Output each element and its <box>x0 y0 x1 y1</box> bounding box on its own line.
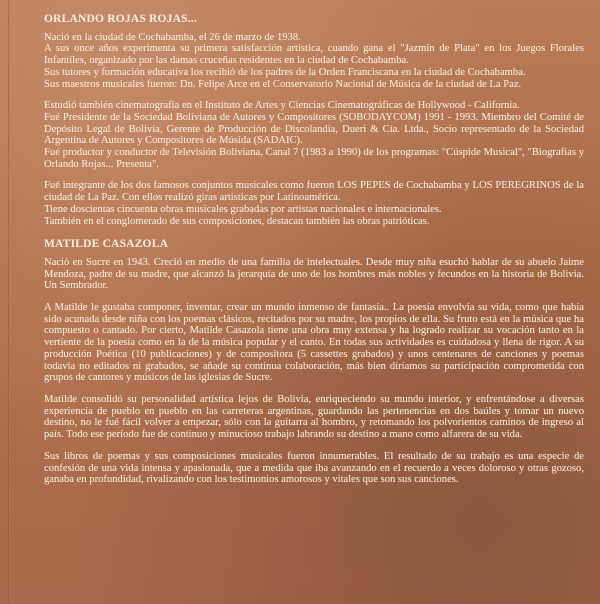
matilde-paragraph-3: Matilde consolidó su personalidad artística lejos de Bolivia, enriqueciendo su mundo interior, y enfrentándose a diversas experiencia de pueblo en pueblo en las carreteras argentinas, guardando las pertenencias en dos baúles y tomar un nuevo destino, no le fué fácil volver a empezar, sólo con la guitarra al hombro, y retomando los polvorientos caminos de ingreso al país. Todo ese período fue de continuo y minucioso trabajo labrando su destino a mano como alfarera de su vida. <box>44 393 584 441</box>
page-fold-edge <box>8 0 10 604</box>
orlando-paragraph-3: Fué integrante de los dos famosos conjuntos musicales como fueron LOS PEPES de Cochabamba y LOS PEREGRINOS de la ciudad de La Paz. Con ellos realizó giras artísticas por Latinoamérica. Tiene doscientas cincuenta obras musicales grabadas por artistas nacionales e internacionales. También en el conglomerado de sus composiciones, destacan también las obras patrióticas. <box>44 180 584 227</box>
orlando-paragraph-2: Estudió también cinematografía en el Instituto de Artes y Ciencias Cinematográficas de Hollywood - California. Fué Presidente de la Sociedad Boliviana de Autores y Compositores (SOBODAYCOM) 1991 - 1993. Miembro del Comité de Depósito Legal de Bolivia, Gerente de Producción de Discolandia, Dueri & Cía. Ltda., Socio representado de la Sociedad Argentina de Autores y Compositores de Músida (SADAIC). Fué productor y conductor de Televisión Boliviana, Canal 7 (1983 a 1990) de los programas: "Cúspide Musical", "Biografías y Orlando Rojas... Presenta". <box>44 100 584 170</box>
matilde-paragraph-2: A Matilde le gustaba componer, inventar, crear un mundo inmenso de fantasía.. La poesía envolvía su vida, como que había sido acunada desde niña con los poemas clásicos, recitados por su madre, los propios de ella. Su fruto está en la música que ha compuesto o cantado. Por cierto, Matilde Casazola tiene una obra muy extensa y ha logrado realizar su vocación tanto en la vertiente de la poesía como en la de la música popular y el canto. En todas sus actividades es cuidadosa y llena de rigor. A su producción Poética (10 publicaciones) y de compositora (5 cassettes grabados) y unos centenares de canciones y poemas todavía no editados ni grabados, se añade su continua colaboración, más bien diríamos su participación comprometida con grupos de cantores y músicos de las iglesias de Sucre. <box>44 302 584 384</box>
section-title-matilde-casazola: MATILDE CASAZOLA <box>44 238 169 251</box>
matilde-paragraph-1: Nació en Sucre en 1943. Creció en medio de una familia de intelectuales. Desde muy niña esuchó hablar de su abuelo Jaime Mendoza, padre de su madre, que alcanzó la jerarquía de uno de los hombres más nobles y fecundos en la historia de Bolivia. Un Sembrador. <box>44 256 584 292</box>
text-column <box>44 14 584 496</box>
section-title-orlando-rojas: ORLANDO ROJAS ROJAS... <box>44 13 197 25</box>
matilde-paragraph-4: Sus libros de poemas y sus composiciones musicales fueron innumerables. El resultado de su trabajo es una especie de confesión de una vida intensa y apasionada, que a medida que iba avanzando en el recuerdo a veces doloroso y otras gozoso, ganaba en profundidad, rivalizando con los testimonios amorosos y vitales que son sus canciones. <box>44 450 584 486</box>
orlando-paragraph-1: Nació en la ciudad de Cochabamba, el 26 de marzo de 1938. A sus once años experimenta su primera satisfacción artística, cuando gana el "Jazmín de Plata" en los Juegos Florales Infantiles, organizado por las damas cruceñas residentes en la ciudad de Cochabamba. Sus tutores y formación educativa los recibió de los padres de la Orden Franciscana en la ciudad de Cochabamba. Sus maestros musicales fueron: Dn. Felipe Arce en el Conservatorio Nacional de Música de la ciudad de La Paz. <box>44 31 584 90</box>
